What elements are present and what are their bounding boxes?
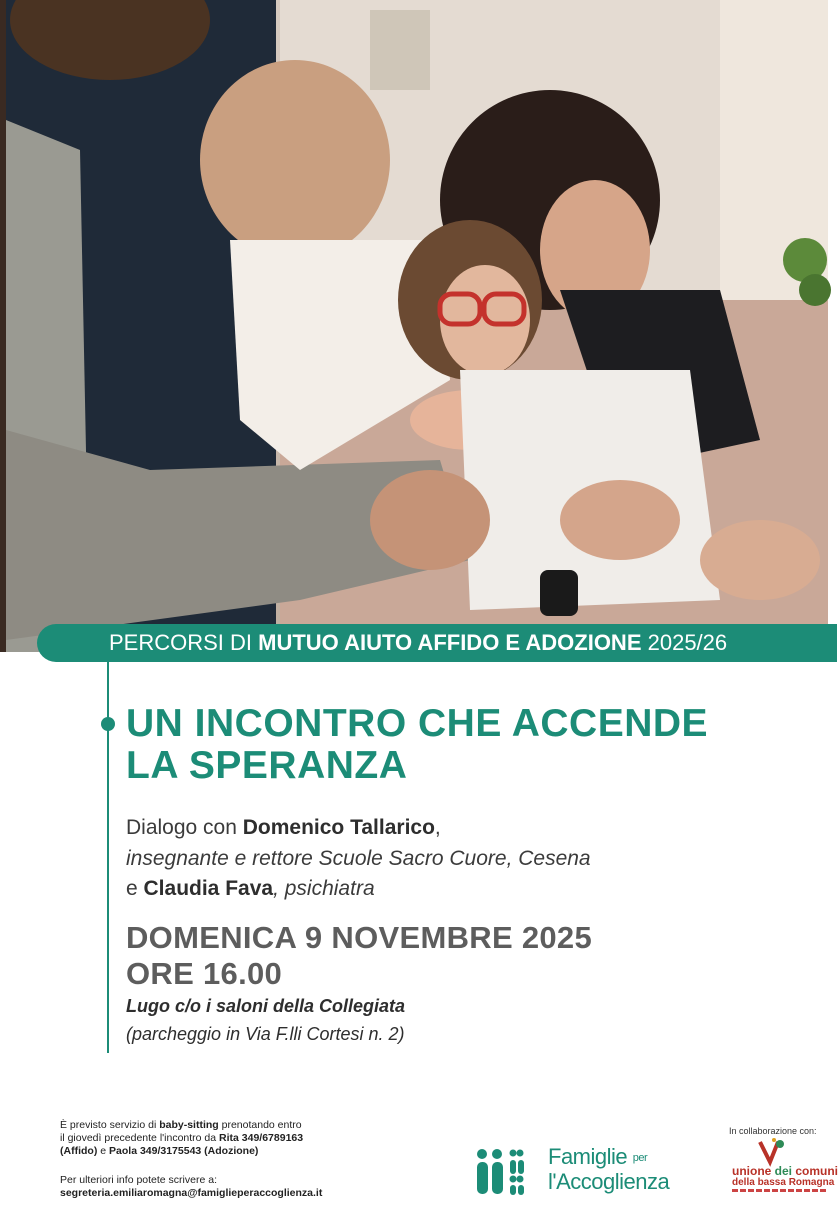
dialog-intro: Dialogo con	[126, 816, 243, 839]
unione-comuni-logo	[730, 1138, 838, 1198]
speaker-2-name: Claudia Fava	[143, 877, 274, 900]
event-venue	[126, 992, 405, 1048]
venue-parking: (parcheggio in Via F.lli Cortesi n. 2)	[126, 1024, 405, 1044]
dialog-comma: ,	[434, 816, 441, 839]
logo-line-2: l'Accoglienza	[548, 1169, 670, 1195]
banner-prefix: PERCORSI DI	[109, 630, 259, 655]
comuni-word: comuni	[795, 1164, 838, 1178]
email-link[interactable]: segreteria.emiliaromagna@famiglieperaccoglienza.it	[60, 1187, 323, 1199]
unione-word: unione	[732, 1164, 775, 1178]
footer-line-2	[60, 1132, 400, 1145]
speaker-1-role-line	[126, 844, 806, 875]
event-title	[126, 703, 806, 787]
footer-bold: baby-sitting	[159, 1119, 219, 1131]
footer-spacer	[60, 1158, 400, 1174]
title-line-1: UN INCONTRO CHE ACCENDE	[126, 702, 709, 745]
footer-bold: (Affido)	[60, 1145, 98, 1157]
footer-info	[60, 1119, 400, 1200]
event-date: DOMENICA 9 NOVEMBRE 2025	[126, 920, 592, 955]
speaker-1-line	[126, 813, 806, 844]
dialog-and: e	[126, 877, 144, 900]
series-banner	[37, 624, 837, 662]
photo-left-edge	[0, 0, 6, 652]
footer-text: il giovedì precedente l'incontro da	[60, 1132, 220, 1144]
unione-name	[732, 1164, 838, 1178]
logo-word-famiglie: Famiglie	[548, 1144, 628, 1169]
venue-name: Lugo c/o i saloni della Collegiata	[126, 996, 406, 1016]
footer-email[interactable]	[60, 1187, 400, 1200]
speaker-1-role: insegnante e rettore Scuole Sacro Cuore, Cesena	[126, 846, 591, 870]
dei-word: dei	[774, 1164, 796, 1178]
logo-word-per: per	[632, 1152, 648, 1165]
speaker-1-name: Domenico Tallarico	[242, 816, 435, 839]
unione-subtitle: della bassa Romagna	[732, 1177, 835, 1188]
footer-text: È previsto servizio di	[60, 1119, 160, 1131]
footer-text: prenotando entro	[218, 1119, 302, 1131]
speaker-2-line	[126, 874, 806, 905]
footer-line-4: Per ulteriori info potete scrivere a:	[60, 1174, 217, 1186]
footer-phone-rita: Rita 349/6789163	[219, 1132, 304, 1144]
event-datetime	[126, 920, 592, 992]
accent-dot	[101, 717, 115, 731]
event-time: ORE 16.00	[126, 956, 283, 991]
footer-line-1	[60, 1119, 400, 1132]
banner-suffix: 2025/26	[641, 630, 728, 655]
unione-microtext	[732, 1189, 828, 1192]
logo-line-1	[548, 1145, 669, 1170]
title-line-2: LA SPERANZA	[126, 744, 408, 787]
collaboration-label: In collaborazione con:	[729, 1126, 817, 1136]
speakers-block	[126, 813, 806, 905]
unione-logo-icon	[754, 1138, 794, 1166]
famiglie-logo-text	[548, 1145, 669, 1194]
footer-text: e	[97, 1145, 110, 1157]
footer-line-3	[60, 1145, 400, 1158]
banner-highlight: MUTUO AIUTO AFFIDO E ADOZIONE	[258, 630, 642, 655]
famiglie-logo-icon	[475, 1148, 525, 1196]
footer-phone-paola: Paola 349/3175543 (Adozione)	[109, 1145, 259, 1157]
speaker-2-role: , psichiatra	[273, 877, 375, 900]
